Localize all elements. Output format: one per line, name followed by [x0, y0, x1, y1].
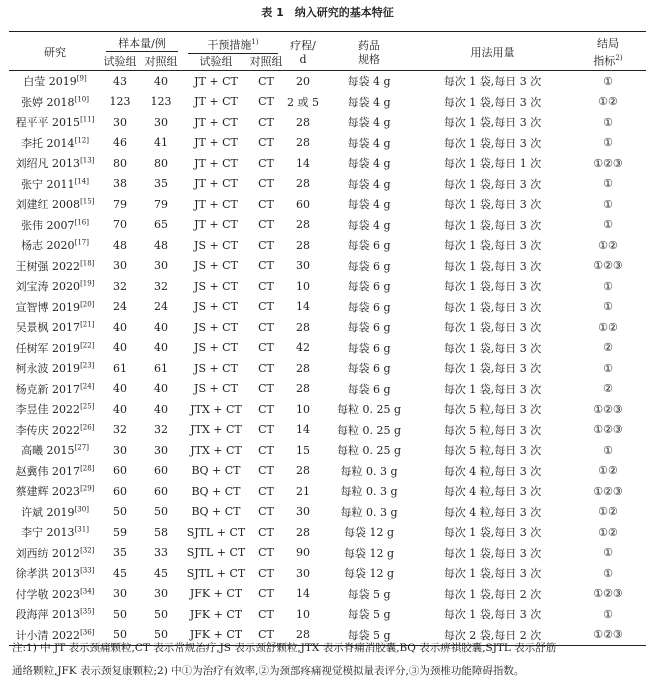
- table-row: [9, 276, 646, 297]
- table-row: [9, 297, 646, 318]
- cell-usage: 每次 1 袋,每日 3 次: [443, 567, 542, 581]
- cell-trial-intervention: SJTL + CT: [186, 566, 246, 580]
- cell-trial-n: 40: [113, 382, 127, 396]
- cell-study: 李托 2014[12]: [21, 136, 89, 150]
- cell-usage: 每次 1 袋,每日 3 次: [443, 321, 542, 335]
- cell-control-intervention: CT: [258, 361, 274, 375]
- cell-spec: 每袋 6 g: [347, 300, 391, 314]
- cell-control-intervention: CT: [258, 402, 274, 416]
- cell-trial-n: 50: [113, 628, 127, 642]
- cell-usage: 每次 4 粒,每日 3 次: [443, 464, 542, 478]
- cell-study: 王树强 2022[18]: [15, 259, 95, 273]
- cell-spec: 每袋 4 g: [347, 198, 391, 212]
- cell-spec: 每粒 0. 25 g: [336, 423, 402, 437]
- cell-control-intervention: CT: [258, 443, 274, 457]
- cell-control-n: 58: [154, 525, 168, 539]
- cell-trial-intervention: BQ + CT: [191, 464, 241, 478]
- cell-usage: 每次 1 袋,每日 3 次: [443, 300, 542, 314]
- cell-usage: 每次 5 粒,每日 3 次: [443, 423, 542, 437]
- cell-control-intervention: CT: [258, 115, 274, 129]
- cell-usage: 每次 2 袋,每日 2 次: [443, 628, 542, 642]
- cell-trial-n: 79: [113, 197, 127, 211]
- cell-trial-n: 38: [113, 177, 127, 191]
- cell-study: 张宁 2011[14]: [21, 177, 89, 191]
- cell-study: 蔡建辉 2023[29]: [15, 484, 95, 499]
- table-row: [9, 112, 646, 133]
- cell-usage: 每次 1 袋,每日 3 次: [443, 341, 542, 355]
- cell-trial-intervention: JT + CT: [194, 177, 238, 191]
- cell-study: 宣智博 2019[20]: [15, 300, 95, 314]
- cell-outcome: ①: [603, 566, 613, 580]
- header-intervention: 干预措施$^{1)}$: [183, 32, 283, 54]
- header-usage: 用法用量: [470, 45, 515, 59]
- cell-outcome: ①②③: [593, 628, 623, 642]
- cell-trial-intervention: JTX + CT: [190, 423, 242, 437]
- cell-trial-n: 80: [113, 156, 127, 170]
- cell-spec: 每袋 4 g: [347, 157, 391, 171]
- cell-control-n: 35: [154, 177, 168, 191]
- cell-outcome: ①: [603, 197, 613, 211]
- cell-usage: 每次 1 袋,每日 2 次: [443, 587, 542, 601]
- cell-spec: 每袋 6 g: [347, 362, 391, 376]
- cell-course: 30: [296, 259, 310, 273]
- cell-usage: 每次 1 袋,每日 3 次: [443, 95, 542, 109]
- cell-usage: 每次 1 袋,每日 3 次: [443, 382, 542, 396]
- cell-trial-n: 30: [113, 259, 127, 273]
- table-row: [9, 92, 646, 113]
- cell-outcome: ①: [603, 74, 613, 88]
- cell-course: 90: [296, 546, 310, 560]
- cell-course: 28: [296, 382, 310, 396]
- cell-outcome: ①: [603, 177, 613, 191]
- cell-spec: 每粒 0. 25 g: [336, 444, 402, 458]
- cell-usage: 每次 1 袋,每日 3 次: [443, 75, 542, 89]
- cell-course: 28: [296, 218, 310, 232]
- cell-control-intervention: CT: [258, 177, 274, 191]
- cell-outcome: ①②③: [593, 259, 623, 273]
- cell-trial-intervention: JT + CT: [194, 218, 238, 232]
- cell-spec: 每袋 6 g: [347, 239, 391, 253]
- table-row: [9, 440, 646, 461]
- cell-spec: 每袋 4 g: [347, 95, 391, 109]
- cell-control-n: 30: [154, 443, 168, 457]
- cell-spec: 每袋 6 g: [347, 382, 391, 396]
- cell-trial-intervention: JS + CT: [194, 382, 238, 396]
- cell-spec: 每袋 12 g: [343, 567, 395, 581]
- cell-study: 张婷 2018[10]: [21, 95, 89, 109]
- table-row: [9, 399, 646, 420]
- cell-trial-intervention: JT + CT: [194, 115, 238, 129]
- cell-outcome: ①: [603, 546, 613, 560]
- cell-control-intervention: CT: [258, 279, 274, 293]
- cell-course: 2 或 5: [287, 95, 319, 109]
- table-row: [9, 543, 646, 564]
- cell-outcome: ①: [603, 115, 613, 129]
- cell-trial-n: 48: [113, 238, 127, 252]
- cell-course: 28: [296, 464, 310, 478]
- cell-course: 28: [296, 628, 310, 642]
- cell-control-n: 123: [150, 95, 172, 109]
- cell-trial-intervention: JS + CT: [194, 361, 238, 375]
- cell-study: 高曦 2015[27]: [21, 443, 89, 458]
- cell-control-intervention: CT: [258, 197, 274, 211]
- cell-spec: 每袋 6 g: [347, 341, 391, 355]
- cell-study: 刘西纺 2012[32]: [15, 546, 95, 560]
- table-row: [9, 317, 646, 338]
- cell-course: 10: [296, 402, 310, 416]
- cell-study: 杨志 2020[17]: [21, 238, 89, 253]
- cell-trial-n: 60: [113, 484, 127, 498]
- cell-course: 20: [296, 74, 310, 88]
- note-line-1: 注:1) 中 JT 表示颈痛颗粒,CT 表示常规治疗,JS 表示颈舒颗粒,JTX 表示脊痛消胶囊,BQ 表示痹祺胶囊,SJTL 表示舒筋: [12, 642, 557, 654]
- cell-control-n: 24: [154, 300, 168, 314]
- cell-usage: 每次 1 袋,每日 3 次: [443, 546, 542, 560]
- table-row: [9, 358, 646, 379]
- cell-study: 柯永波 2019[23]: [15, 361, 95, 376]
- table-row: [9, 153, 646, 174]
- cell-usage: 每次 1 袋,每日 3 次: [443, 526, 542, 540]
- cell-spec: 每袋 5 g: [347, 628, 391, 642]
- cell-control-intervention: CT: [258, 136, 274, 150]
- cell-usage: 每次 1 袋,每日 3 次: [443, 259, 542, 273]
- cell-control-intervention: CT: [258, 238, 274, 252]
- cell-control-intervention: CT: [258, 525, 274, 539]
- cell-trial-n: 45: [113, 566, 127, 580]
- table-row: [9, 174, 646, 195]
- cell-trial-intervention: JT + CT: [194, 197, 238, 211]
- cell-usage: 每次 1 袋,每日 3 次: [443, 136, 542, 150]
- cell-trial-intervention: JFK + CT: [189, 587, 243, 601]
- cell-trial-intervention: JS + CT: [194, 238, 238, 252]
- cell-trial-n: 123: [109, 95, 131, 109]
- cell-study: 徐孝洪 2013[33]: [15, 566, 95, 581]
- cell-trial-intervention: JFK + CT: [189, 628, 243, 642]
- cell-trial-intervention: JT + CT: [194, 74, 238, 88]
- cell-control-n: 32: [154, 423, 168, 437]
- cell-trial-n: 59: [113, 525, 127, 539]
- cell-spec: 每粒 0. 3 g: [340, 464, 398, 478]
- cell-course: 15: [296, 443, 310, 457]
- cell-control-intervention: CT: [258, 95, 274, 109]
- cell-course: 10: [296, 607, 310, 621]
- cell-course: 28: [296, 177, 310, 191]
- cell-outcome: ①②: [598, 95, 618, 109]
- cell-usage: 每次 1 袋,每日 3 次: [443, 218, 542, 232]
- cell-trial-n: 30: [113, 443, 127, 457]
- table-row: [9, 235, 646, 256]
- cell-study: 刘绍凡 2013[13]: [15, 156, 95, 171]
- cell-study: 段海萍 2013[35]: [15, 607, 95, 622]
- cell-trial-n: 32: [113, 423, 127, 437]
- cell-trial-intervention: JS + CT: [194, 259, 238, 273]
- cell-control-n: 45: [154, 566, 168, 580]
- cell-control-intervention: CT: [258, 382, 274, 396]
- cell-study: 李传庆 2022[26]: [15, 423, 95, 437]
- cell-trial-n: 35: [113, 546, 127, 560]
- cell-outcome: ①: [603, 279, 613, 293]
- table-row: [9, 256, 646, 277]
- cell-trial-n: 40: [113, 402, 127, 416]
- cell-control-intervention: CT: [258, 484, 274, 498]
- cell-course: 14: [296, 156, 310, 170]
- cell-control-n: 60: [154, 484, 168, 498]
- cell-course: 28: [296, 320, 310, 334]
- cell-outcome: ②: [603, 382, 613, 396]
- cell-outcome: ①②: [598, 464, 618, 478]
- header-outcome: 结局 指标$^{2)}$: [593, 36, 623, 68]
- cell-trial-intervention: BQ + CT: [191, 505, 241, 519]
- cell-trial-n: 46: [113, 136, 127, 150]
- cell-study: 许斌 2019[30]: [21, 505, 89, 519]
- study-characteristics-table: [9, 31, 646, 646]
- cell-outcome: ①②: [598, 320, 618, 334]
- header-sample-control: 对照组: [144, 54, 178, 68]
- cell-course: 14: [296, 587, 310, 601]
- cell-control-intervention: CT: [258, 505, 274, 519]
- cell-control-intervention: CT: [258, 320, 274, 334]
- table-row: [9, 604, 646, 625]
- header-course: 疗程/ d: [290, 38, 316, 66]
- cell-outcome: ①: [603, 300, 613, 314]
- cell-control-n: 41: [154, 136, 168, 150]
- cell-spec: 每袋 6 g: [347, 280, 391, 294]
- cell-trial-n: 30: [113, 115, 127, 129]
- cell-control-n: 61: [154, 361, 168, 375]
- cell-spec: 每粒 0. 3 g: [340, 505, 398, 519]
- cell-control-intervention: CT: [258, 300, 274, 314]
- cell-trial-intervention: JFK + CT: [189, 607, 243, 621]
- cell-control-n: 30: [154, 587, 168, 601]
- cell-spec: 每袋 4 g: [347, 75, 391, 89]
- cell-usage: 每次 5 粒,每日 3 次: [443, 444, 542, 458]
- cell-usage: 每次 1 袋,每日 3 次: [443, 116, 542, 130]
- cell-usage: 每次 1 袋,每日 3 次: [443, 362, 542, 376]
- cell-spec: 每袋 4 g: [347, 116, 391, 130]
- cell-spec: 每袋 6 g: [347, 259, 391, 273]
- cell-course: 14: [296, 423, 310, 437]
- table-row: [9, 420, 646, 441]
- cell-control-n: 40: [154, 341, 168, 355]
- table-row: [9, 71, 646, 92]
- cell-usage: 每次 4 粒,每日 3 次: [443, 505, 542, 519]
- cell-spec: 每袋 5 g: [347, 587, 391, 601]
- cell-spec: 每粒 0. 3 g: [340, 485, 398, 499]
- cell-trial-n: 30: [113, 587, 127, 601]
- cell-outcome: ②: [603, 341, 613, 355]
- cell-control-n: 65: [154, 218, 168, 232]
- cell-trial-n: 40: [113, 341, 127, 355]
- cell-study: 李昱佳 2022[25]: [15, 402, 95, 417]
- cell-outcome: ①②③: [593, 423, 623, 437]
- cell-control-n: 80: [154, 156, 168, 170]
- cell-trial-n: 43: [113, 74, 127, 88]
- cell-outcome: ①: [603, 136, 613, 150]
- cell-trial-n: 60: [113, 464, 127, 478]
- cell-course: 30: [296, 505, 310, 519]
- cell-outcome: ①: [603, 361, 613, 375]
- cell-trial-intervention: JT + CT: [194, 95, 238, 109]
- cell-course: 60: [296, 197, 310, 211]
- table-row: [9, 215, 646, 236]
- cell-course: 28: [296, 361, 310, 375]
- cell-trial-intervention: SJTL + CT: [186, 525, 246, 539]
- cell-control-intervention: CT: [258, 259, 274, 273]
- table-row: [9, 563, 646, 584]
- cell-control-n: 40: [154, 382, 168, 396]
- cell-study: 付学敬 2023[34]: [15, 587, 95, 601]
- cell-control-n: 50: [154, 607, 168, 621]
- table-row: [9, 133, 646, 154]
- cell-trial-intervention: JT + CT: [194, 136, 238, 150]
- cell-control-n: 32: [154, 279, 168, 293]
- cell-control-intervention: CT: [258, 423, 274, 437]
- cell-study: 刘建红 2008[15]: [15, 197, 95, 212]
- cell-control-n: 60: [154, 464, 168, 478]
- cell-course: 28: [296, 115, 310, 129]
- cell-control-intervention: CT: [258, 628, 274, 642]
- cell-usage: 每次 1 袋,每日 3 次: [443, 608, 542, 622]
- cell-spec: 每袋 6 g: [347, 321, 391, 335]
- cell-trial-n: 40: [113, 320, 127, 334]
- cell-study: 吴景枫 2017[21]: [15, 320, 95, 335]
- header-int-trial: 试验组: [199, 54, 233, 68]
- cell-usage: 每次 1 袋,每日 3 次: [443, 239, 542, 253]
- note-line-2: 通络颗粒,JFK 表示颈复康颗粒;2) 中①为治疗有效率,②为颈部疼痛视觉模拟量表评分,③为颈椎功能障碍指数。: [12, 665, 525, 677]
- cell-spec: 每袋 12 g: [343, 546, 395, 560]
- cell-outcome: ①②: [598, 525, 618, 539]
- cell-trial-intervention: JS + CT: [194, 320, 238, 334]
- cell-control-n: 40: [154, 402, 168, 416]
- cell-control-intervention: CT: [258, 464, 274, 478]
- cell-usage: 每次 1 袋,每日 1 次: [443, 157, 542, 171]
- cell-outcome: ①: [603, 218, 613, 232]
- cell-control-n: 30: [154, 259, 168, 273]
- cell-trial-n: 61: [113, 361, 127, 375]
- table-row: [9, 502, 646, 523]
- cell-control-n: 50: [154, 628, 168, 642]
- cell-trial-intervention: JT + CT: [194, 156, 238, 170]
- cell-usage: 每次 1 袋,每日 3 次: [443, 198, 542, 212]
- cell-study: 李宁 2013[31]: [21, 525, 89, 540]
- cell-control-n: 48: [154, 238, 168, 252]
- cell-course: 28: [296, 525, 310, 539]
- cell-trial-intervention: JTX + CT: [190, 402, 242, 416]
- cell-spec: 每袋 12 g: [343, 526, 395, 540]
- cell-control-intervention: CT: [258, 218, 274, 232]
- cell-spec: 每袋 4 g: [347, 218, 391, 232]
- cell-course: 28: [296, 238, 310, 252]
- cell-outcome: ①②: [598, 238, 618, 252]
- header-sample: 样本量/例: [101, 32, 183, 54]
- cell-course: 14: [296, 300, 310, 314]
- cell-outcome: ①: [603, 443, 613, 457]
- header-drug-spec: 药品 规格: [358, 38, 380, 66]
- header-sample-trial: 试验组: [103, 54, 137, 68]
- cell-usage: 每次 4 粒,每日 3 次: [443, 485, 542, 499]
- cell-trial-intervention: SJTL + CT: [186, 546, 246, 560]
- cell-course: 28: [296, 136, 310, 150]
- cell-control-n: 40: [154, 320, 168, 334]
- cell-usage: 每次 5 粒,每日 3 次: [443, 403, 542, 417]
- cell-control-n: 40: [154, 74, 168, 88]
- cell-study: 刘宝涛 2020[19]: [15, 279, 95, 294]
- cell-control-intervention: CT: [258, 341, 274, 355]
- cell-outcome: ①: [603, 607, 613, 621]
- cell-control-n: 33: [154, 546, 168, 560]
- cell-control-n: 30: [154, 115, 168, 129]
- cell-control-n: 79: [154, 197, 168, 211]
- cell-spec: 每袋 4 g: [347, 177, 391, 191]
- cell-study: 程平平 2015[11]: [15, 115, 95, 130]
- cell-control-n: 50: [154, 505, 168, 519]
- cell-control-intervention: CT: [258, 566, 274, 580]
- cell-course: 10: [296, 279, 310, 293]
- cell-outcome: ①②③: [593, 587, 623, 601]
- table-row: [9, 461, 646, 482]
- cell-study: 计小清 2022[36]: [15, 628, 95, 642]
- cell-outcome: ①②③: [593, 484, 623, 498]
- cell-trial-intervention: BQ + CT: [191, 484, 241, 498]
- header-int-control: 对照组: [249, 54, 283, 68]
- header-study: 研究: [44, 45, 66, 59]
- cell-control-intervention: CT: [258, 74, 274, 88]
- table-row: [9, 379, 646, 400]
- cell-trial-n: 32: [113, 279, 127, 293]
- cell-spec: 每袋 4 g: [347, 136, 391, 150]
- cell-trial-intervention: JS + CT: [194, 300, 238, 314]
- cell-control-intervention: CT: [258, 546, 274, 560]
- cell-study: 赵冀伟 2017[28]: [15, 464, 95, 478]
- table-row: [9, 338, 646, 359]
- cell-outcome: ①②: [598, 505, 618, 519]
- cell-study: 杨克新 2017[24]: [15, 382, 95, 396]
- cell-trial-n: 50: [113, 505, 127, 519]
- cell-outcome: ①②③: [593, 156, 623, 170]
- cell-trial-n: 24: [113, 300, 127, 314]
- table-row: [9, 194, 646, 215]
- table-row: [9, 522, 646, 543]
- cell-course: 30: [296, 566, 310, 580]
- cell-trial-intervention: JS + CT: [194, 279, 238, 293]
- cell-course: 21: [296, 484, 310, 498]
- table-row: [9, 584, 646, 605]
- table-title: 表 1 纳入研究的基本特征: [261, 6, 394, 19]
- cell-usage: 每次 1 袋,每日 3 次: [443, 177, 542, 191]
- cell-study: 张伟 2007[16]: [21, 218, 89, 232]
- cell-trial-intervention: JS + CT: [194, 341, 238, 355]
- cell-control-intervention: CT: [258, 156, 274, 170]
- cell-control-intervention: CT: [258, 587, 274, 601]
- cell-spec: 每粒 0. 25 g: [336, 403, 402, 417]
- cell-trial-n: 50: [113, 607, 127, 621]
- cell-control-intervention: CT: [258, 607, 274, 621]
- cell-trial-n: 70: [113, 218, 127, 232]
- cell-spec: 每袋 5 g: [347, 608, 391, 622]
- cell-trial-intervention: JTX + CT: [190, 443, 242, 457]
- cell-study: 白莹 2019[9]: [23, 74, 87, 89]
- table-notes: [12, 637, 647, 683]
- cell-study: 任树军 2019[22]: [15, 341, 95, 355]
- cell-outcome: ①②③: [593, 402, 623, 416]
- table-row: [9, 481, 646, 502]
- cell-course: 42: [296, 341, 310, 355]
- cell-usage: 每次 1 袋,每日 3 次: [443, 280, 542, 294]
